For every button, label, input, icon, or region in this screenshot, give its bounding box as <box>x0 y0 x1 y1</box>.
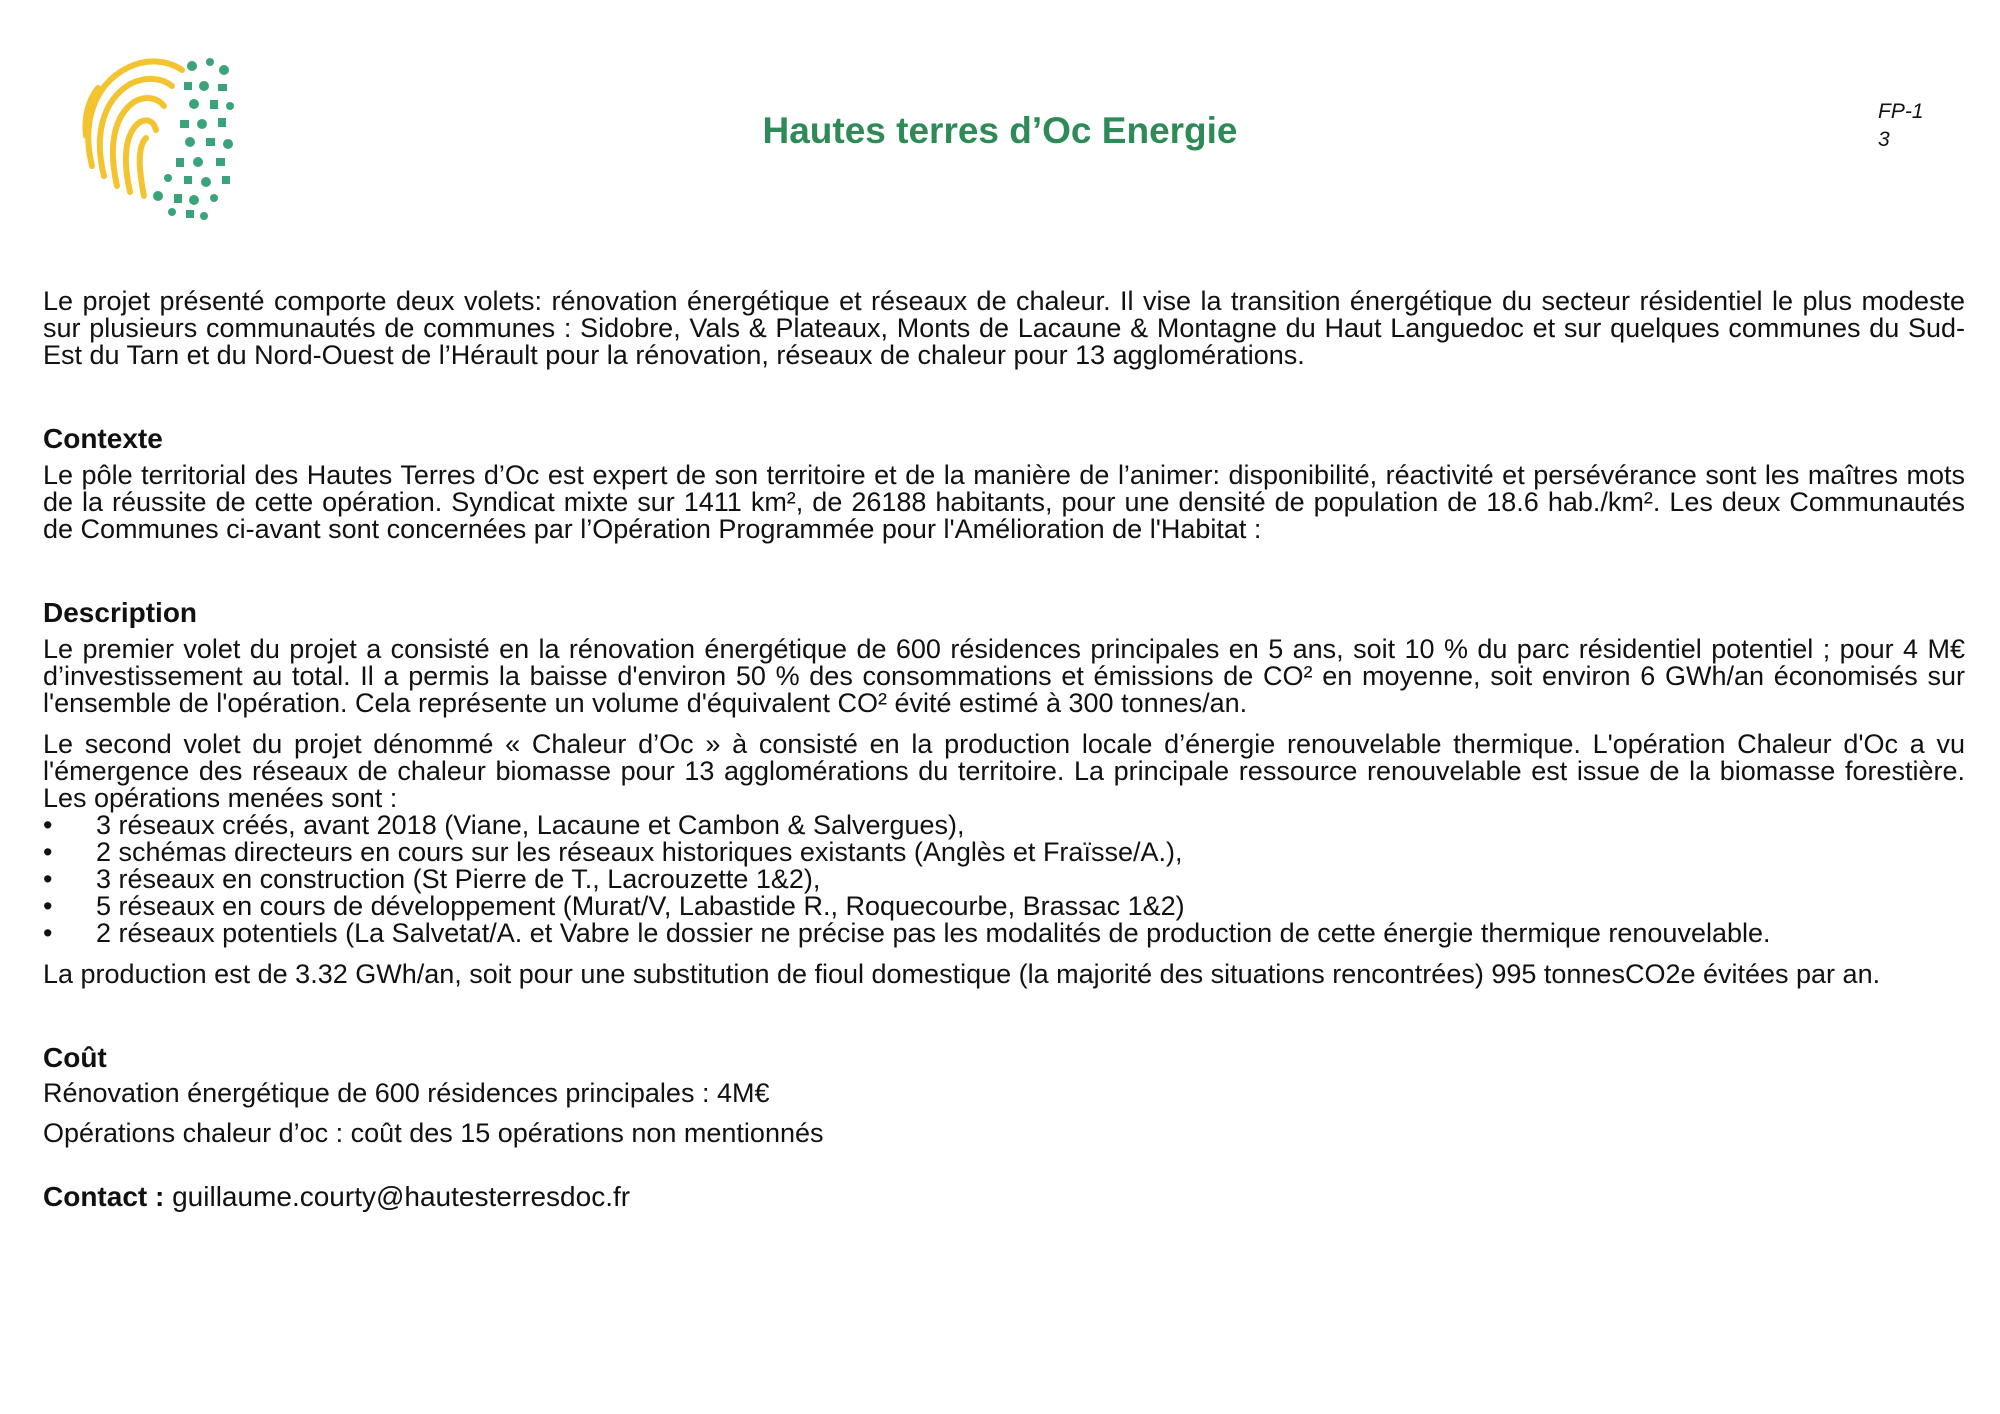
description-heading: Description <box>43 597 198 628</box>
document-body <box>43 288 1965 1210</box>
contexte-paragraph: Le pôle territorial des Hautes Terres d’Oc est expert de son territoire et de la manière de l’animer: disponibilité, réactivité et persévérance sont les maîtres mots de la réussite de cette opération. Syndicat mixte sur 1411 km², de 26188 habitants, pour une densité de population de 18.6 hab./km². Les deux Communautés de Communes ci-avant sont concernées par l’Opération Programmée pour l'Amélioration de l'Habitat : <box>43 460 1965 544</box>
contact-email[interactable]: guillaume.courty@hautesterresdoc.fr <box>172 1181 631 1212</box>
list-item <box>43 812 1965 839</box>
reference-line-2: 3 <box>1878 128 1890 151</box>
contexte-heading: Contexte <box>43 423 163 454</box>
cout-line-chaleur: Opérations chaleur d’oc : coût des 15 opérations non mentionnés <box>43 1118 824 1148</box>
description-paragraph-2: Le second volet du projet dénommé « Chaleur d’Oc » à consisté en la production locale d’énergie renouvelable thermique. L'opération Chaleur d'Oc a vu l'émergence des réseaux de chaleur biomasse pour 13 agglomérations du territoire. La principale ressource renouvelable est issue de la biomasse forestière. Les opérations menées sont : <box>43 729 1965 813</box>
document-reference <box>1878 98 1958 154</box>
description-paragraph-1: Le premier volet du projet a consisté en la rénovation énergétique de 600 résidences principales en 5 ans, soit 10 % du parc résidentiel potentiel ; pour 4 M€ d’investissement au total. Il a permis la baisse d'environ 50 % des consommations et émissions de CO² en moyenne, soit environ 6 GWh/an économisés sur l'ensemble de l'opération. Cela représente un volume d'équivalent CO² évité estimé à 300 tonnes/an. <box>43 634 1965 718</box>
intro-paragraph: Le projet présenté comporte deux volets: rénovation énergétique et réseaux de chaleur. Il vise la transition énergétique du secteur résidentiel le plus modeste sur plusieurs communautés de communes : Sidobre, Vals & Plateaux, Monts de Lacaune & Montagne du Haut Languedoc et sur quelques communes du Sud-Est du Tarn et du Nord-Ouest de l’Hérault pour la rénovation, réseaux de chaleur pour 13 agglomérations. <box>43 286 1965 370</box>
list-item-text: 2 réseaux potentiels (La Salvetat/A. et Vabre le dossier ne précise pas les modalités de production de cette énergie thermique renouvelable. <box>96 918 1771 948</box>
operations-list <box>43 812 1965 947</box>
list-item-text: 3 réseaux créés, avant 2018 (Viane, Lacaune et Cambon & Salvergues), <box>96 810 965 840</box>
contact-line <box>43 1183 1965 1210</box>
contact-label: Contact : <box>43 1181 165 1212</box>
description-paragraph-3: La production est de 3.32 GWh/an, soit pour une substitution de fioul domestique (la majorité des situations rencontrées) 995 tonnesCO2e évitées par an. <box>43 959 1881 989</box>
list-item <box>43 920 1965 947</box>
page-title: Hautes terres d’Oc Energie <box>762 110 1238 151</box>
list-item-text: 3 réseaux en construction (St Pierre de T., Lacrouzette 1&2), <box>96 864 821 894</box>
cout-line-renovation: Rénovation énergétique de 600 résidences principales : 4M€ <box>43 1078 770 1108</box>
bullet: • <box>43 864 53 894</box>
list-item-text: 2 schémas directeurs en cours sur les réseaux historiques existants (Anglès et Fraïsse/A.), <box>96 837 1183 867</box>
bullet: • <box>43 810 53 840</box>
list-item-text: 5 réseaux en cours de développement (Murat/V, Labastide R., Roquecourbe, Brassac 1&2) <box>96 891 1185 921</box>
list-item <box>43 839 1965 866</box>
reference-line-1: FP-1 <box>1878 100 1924 123</box>
cout-heading: Coût <box>43 1042 107 1073</box>
bullet: • <box>43 837 53 867</box>
list-item <box>43 893 1965 920</box>
bullet: • <box>43 918 53 948</box>
bullet: • <box>43 891 53 921</box>
list-item <box>43 866 1965 893</box>
